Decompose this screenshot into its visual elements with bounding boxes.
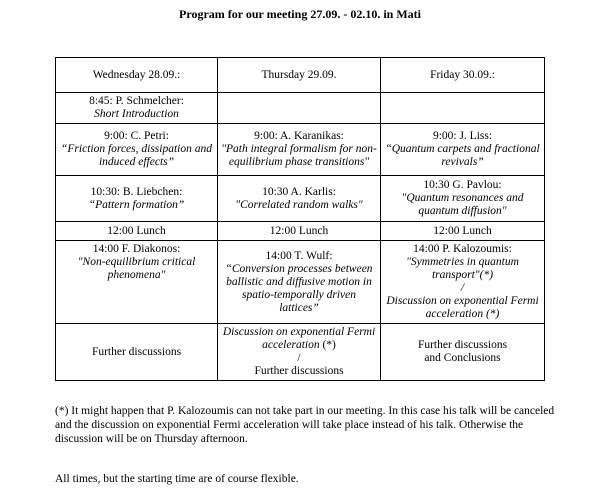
lunch-cell: 12:00 Lunch (56, 222, 218, 241)
session-cell (56, 176, 218, 222)
session-cell (381, 124, 545, 176)
session-cell (56, 93, 218, 124)
session-speaker: 9:00: A. Karanikas: (254, 130, 344, 142)
session-speaker: 10:30 A. Karlis: (262, 185, 336, 198)
empty-cell (381, 93, 545, 124)
session-talk: "Correlated random walks" (235, 198, 363, 211)
footer-note: All times, but the starting time are of course flexible. (55, 473, 299, 485)
session-talk: "Quantum resonances and quantum diffusion" (401, 192, 524, 217)
table-row (56, 324, 545, 381)
further-discussions: Further discussions (254, 365, 344, 377)
session-cell (218, 176, 381, 222)
session-talk: "Path integral formalism for non-equilibrium phase transitions" (221, 143, 377, 168)
table-row (56, 222, 545, 241)
session-cell (218, 241, 381, 324)
discussion-topic: Discussion on exponential Fermi acceleration (222, 326, 376, 351)
separator-slash: / (460, 282, 465, 294)
table-row (56, 241, 545, 324)
session-speaker: 9:00: J. Liss: (432, 130, 493, 142)
session-alternative: Discussion on exponential Fermi acceleration (*) (386, 295, 539, 320)
session-talk: “Friction forces, dissipation and induced effects” (61, 143, 212, 168)
session-speaker: 14:00 T. Wulf: (265, 249, 333, 262)
conclusions: and Conclusions (424, 352, 501, 364)
lunch-cell: 12:00 Lunch (381, 222, 545, 241)
session-talk: “Conversion processes between ballistic and diffusive motion in spatio-temporally driven lattices” (225, 262, 373, 314)
day-header-wednesday: Wednesday 28.09.: (56, 58, 218, 93)
session-speaker: 14:00 F. Diakonos: (92, 243, 181, 255)
lunch-cell: 12:00 Lunch (218, 222, 381, 241)
session-speaker: 10:30: B. Liebchen: (90, 185, 183, 198)
table-row (56, 58, 545, 93)
session-talk: "Non-equilibrium critical phenomena" (77, 256, 196, 281)
session-talk: "Symmetries in quantum transport"(*) (406, 256, 519, 281)
session-cell (218, 124, 381, 176)
session-speaker: 9:00: C. Petri: (104, 130, 169, 142)
footnote-mark: (*) (319, 339, 336, 351)
session-cell (381, 241, 545, 324)
table-row (56, 93, 545, 124)
session-cell (56, 124, 218, 176)
table-row (56, 176, 545, 222)
discussion-cell (218, 324, 381, 381)
discussion-cell (381, 324, 545, 381)
session-cell (381, 176, 545, 222)
session-speaker: 10:30 G. Pavlou: (423, 179, 502, 191)
discussion-cell: Further discussions (56, 324, 218, 381)
page-title: Program for our meeting 27.09. - 02.10. in Mati (179, 7, 421, 21)
session-talk: “Quantum carpets and fractional revivals” (385, 143, 540, 168)
program-table (55, 57, 545, 381)
session-speaker: 14:00 P. Kalozoumis: (413, 243, 512, 255)
session-cell (56, 241, 218, 324)
separator-slash: / (297, 352, 301, 364)
day-header-thursday: Thursday 29.09. (218, 58, 381, 93)
session-speaker: 8:45: P. Schmelcher: (89, 95, 184, 107)
further-discussions: Further discussions (417, 339, 508, 351)
table-row (56, 124, 545, 176)
footnote: (*) It might happen that P. Kalozoumis can not take part in our meeting. In this case his talk will be canceled and the discussion on exponential Fermi acceleration will take place instead of his talk. Otherwise the discussion will be on Thursday afternoon. (55, 405, 555, 445)
empty-cell (218, 93, 381, 124)
day-header-friday: Friday 30.09.: (381, 58, 545, 93)
session-talk: “Pattern formation” (88, 198, 185, 211)
session-talk: Short Introduction (94, 108, 179, 120)
